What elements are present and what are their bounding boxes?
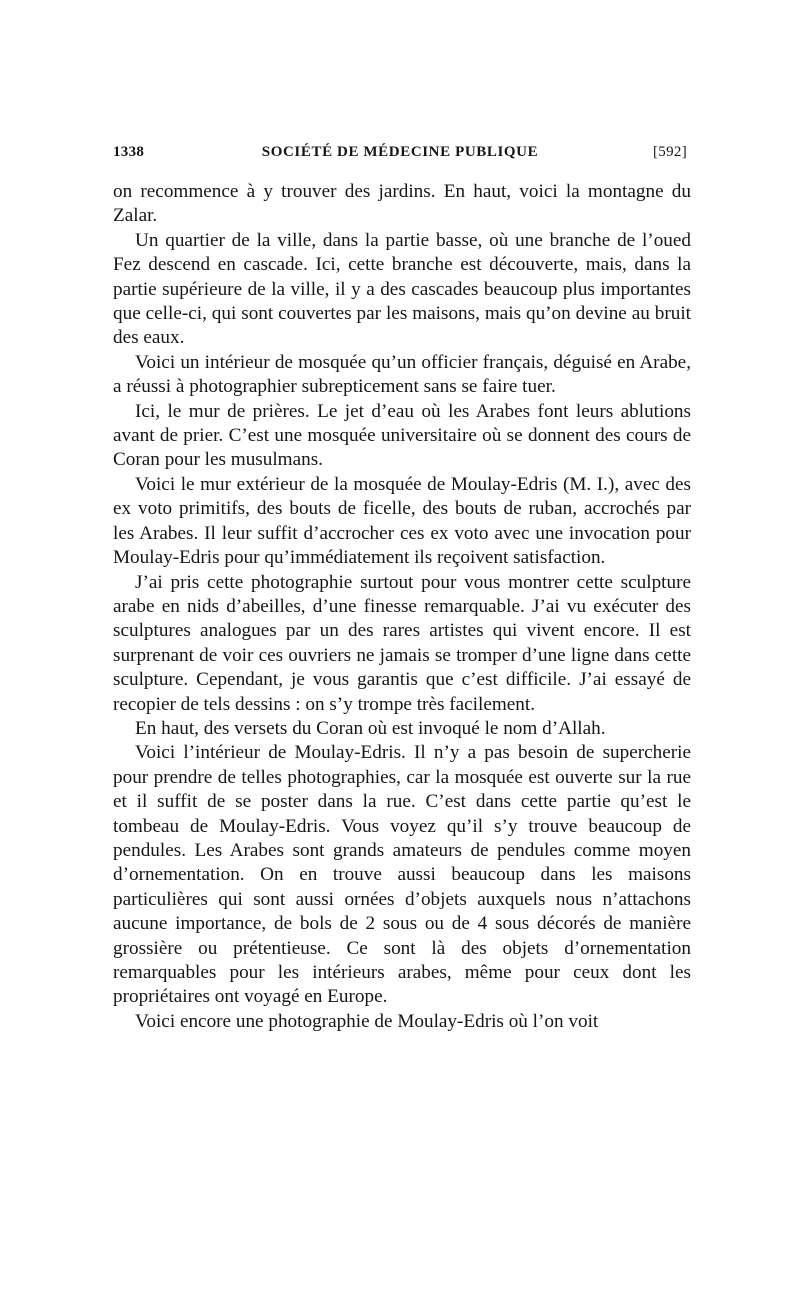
running-header — [113, 144, 687, 166]
paragraph-final: Voici encore une photographie de Moulay-Edris où l’on voit — [135, 1010, 599, 1032]
page-number: 1338 — [113, 144, 145, 160]
paragraph-oued-fez: Un quartier de la ville, dans la partie basse, où une branche de l’oued Fez descend en cascade. Ici, cette branche est découverte, mais, dans la partie supérieure de la ville, il y a des cascades beaucoup plus importantes que celle-ci, qui sont couvertes par les maisons, mais qu’on devine au bruit des eaux. — [113, 229, 691, 349]
paragraph-mosque-interior: Voici un intérieur de mosquée qu’un officier français, déguisé en Arabe, a réussi à photographier subrepticement sans se faire tuer. — [113, 351, 691, 398]
body-text — [113, 180, 691, 1034]
paragraph-prayer-wall: Ici, le mur de prières. Le jet d’eau où les Arabes font leurs ablutions avant de prier. C’est une mosquée universitaire où se donnent des cours de Coran pour les musulmans. — [113, 400, 691, 471]
paragraph-sculpture: J’ai pris cette photographie surtout pour vous montrer cette sculpture arabe en nids d’abeilles, d’une finesse remarquable. J’ai vu exécuter des sculptures analogues par un des rares artistes qui vivent encore. Il est surprenant de voir ces ouvriers ne jamais se tromper d’une ligne dans cette sculpture. Cependant, je vous garantis que c’est difficile. J’ai essayé de recopier de tels dessins : on s’y trompe très facilement. — [113, 571, 691, 715]
journal-title: SOCIÉTÉ DE MÉDECINE PUBLIQUE — [261, 144, 539, 160]
paragraph-continuation: on recommence à y trouver des jardins. En haut, voici la montagne du Zalar. — [113, 181, 691, 227]
paragraph-coran-verses: En haut, des versets du Coran où est invoqué le nom d’Allah. — [135, 717, 606, 739]
paragraph-moulay-edris-interior: Voici l’intérieur de Moulay-Edris. Il n’y a pas besoin de supercherie pour prendre de telles photographies, car la mosquée est ouverte sur la rue et il suffit de se poster dans la rue. C’est dans cette partie qu’est le tombeau de Moulay-Edris. Vous voyez qu’il s’y trouve beaucoup de pendules. Les Arabes sont grands amateurs de pendules comme moyen d’ornementation. On en trouve aussi beaucoup dans les maisons particulières qui sont aussi ornées d’objets auxquels nous n’attachons aucune importance, de bols de 2 sous ou de 4 sous décorés de manière grossière ou prétentieuse. Ce sont là des objets d’ornementation remarquables pour les intérieurs arabes, même pour ceux dont les propriétaires ont voyagé en Europe. — [113, 742, 691, 1008]
paragraph-ex-voto: Voici le mur extérieur de la mosquée de Moulay-Edris (M. I.), avec des ex voto primitifs, des bouts de ficelle, des bouts de ruban, accrochés par les Arabes. Il leur suffit d’accrocher ces ex voto avec une invocation pour Moulay-Edris pour qu’immédiatement ils reçoivent satisfaction. — [113, 473, 691, 569]
reference-number: [592] — [653, 144, 687, 160]
